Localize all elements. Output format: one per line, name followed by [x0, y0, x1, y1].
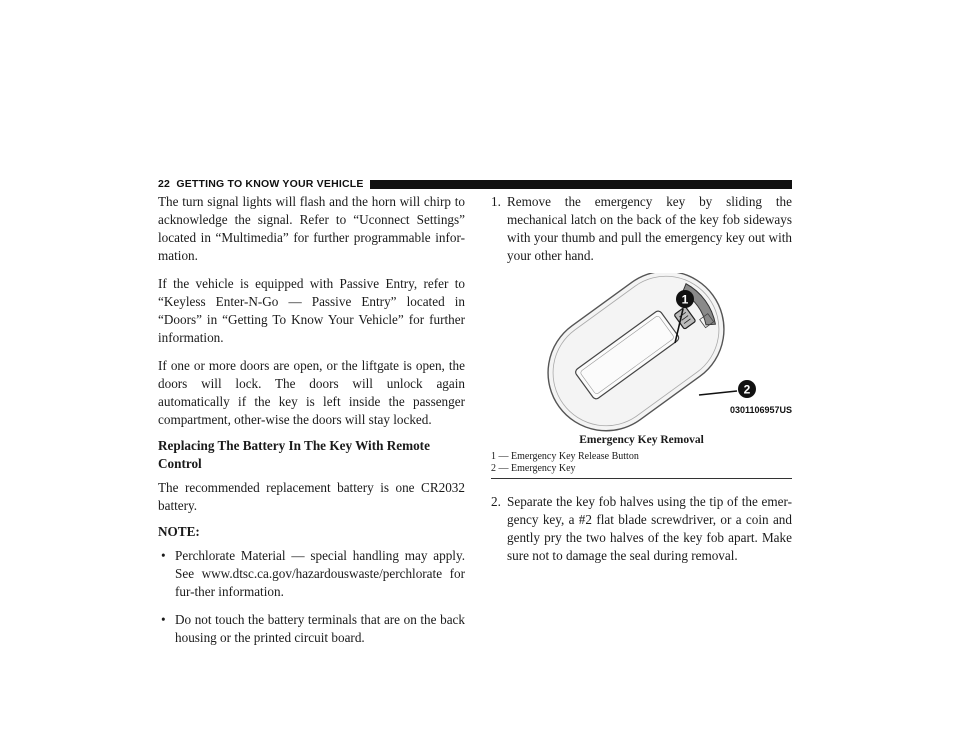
bullet-marker: • — [161, 548, 166, 563]
paragraph-turn-signal: The turn signal lights will flash and the horn will chirp to acknowledge the signal. Refer to “Uconnect Settings” located in “Multimedia” for further programmable infor-mation. — [158, 194, 465, 263]
key-fob-figure — [491, 273, 792, 433]
callout-2-leader — [699, 391, 737, 395]
page-header-label — [158, 178, 370, 190]
figure-legend — [491, 451, 792, 479]
callout-2-number: 2 — [743, 382, 751, 397]
page-number: 22 — [158, 178, 171, 190]
step-1-number: 1. — [491, 194, 501, 209]
step-2 — [491, 493, 792, 565]
figure-caption: Emergency Key Removal — [579, 434, 704, 446]
subheading-replacing-battery: Replacing The Battery In The Key With Remote Control — [158, 438, 430, 471]
left-column — [158, 193, 465, 657]
step-2-number: 2. — [491, 494, 501, 509]
right-column — [491, 193, 792, 565]
bullet-marker: • — [161, 612, 166, 627]
callout-1-number: 1 — [681, 292, 689, 307]
bullet-text: Perchlorate Material — special handling may apply. See www.dtsc.ca.gov/hazardouswaste/perchlorate for fur-ther information. — [175, 548, 465, 599]
paragraph-doors-open: If one or more doors are open, or the liftgate is open, the doors will lock. The doors will unlock again automatically if the key is left inside the passenger compartment, other-wise the doors will stay locked. — [158, 358, 465, 427]
bullet-item — [158, 547, 465, 601]
legend-item-1: 1 — Emergency Key Release Button — [491, 451, 639, 462]
note-label: NOTE: — [158, 524, 200, 539]
figure-image-code: 0301106957US — [729, 405, 792, 415]
page-header — [158, 176, 792, 192]
legend-item-2: 2 — Emergency Key — [491, 463, 576, 474]
step-2-text: Separate the key fob halves using the tip of the emer-gency key, a #2 flat blade screwdriver, or a coin and gently pry the two halves of the key fob apart. Make sure not to damage the seal during removal. — [507, 494, 792, 563]
paragraph-battery-type: The recommended replacement battery is one CR2032 battery. — [158, 480, 465, 513]
header-rule — [370, 180, 792, 189]
bullet-item — [158, 611, 465, 647]
step-1-text: Remove the emergency key by sliding the mechanical latch on the back of the key fob sideways with your thumb and pull the emergency key out with your other hand. — [507, 194, 792, 263]
section-title: GETTING TO KNOW YOUR VEHICLE — [176, 178, 364, 190]
bullet-text: Do not touch the battery terminals that are on the back housing or the printed circuit board. — [175, 612, 465, 645]
paragraph-passive-entry: If the vehicle is equipped with Passive Entry, refer to “Keyless Enter-N-Go — Passive Entry” located in “Doors” in “Getting To Know Your Vehicle” for further information. — [158, 276, 465, 345]
step-1 — [491, 193, 792, 265]
